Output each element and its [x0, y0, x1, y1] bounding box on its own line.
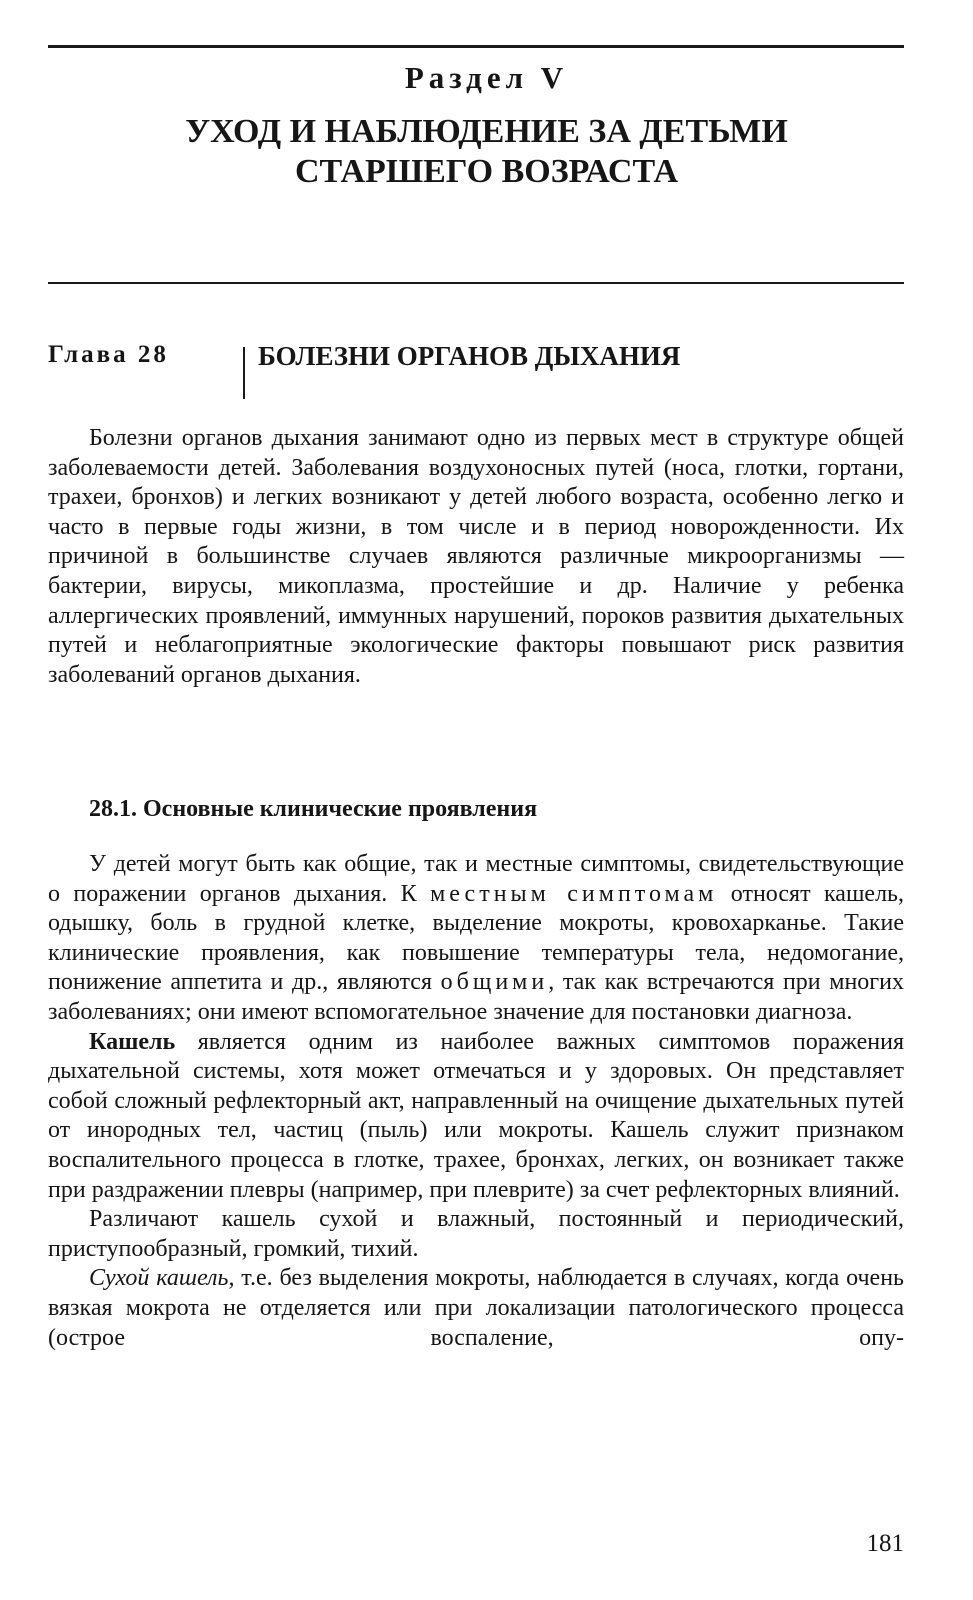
section-title-line-1: УХОД И НАБЛЮДЕНИЕ ЗА ДЕТЬМИ [185, 113, 788, 150]
term-cough: Кашель [89, 1028, 176, 1055]
section-divider-rule [48, 282, 904, 284]
p1-text-3: , так как встречаются при многих заболеваниях; они имеют вспомогательное значение для постановки диагноза. [48, 969, 904, 1025]
intro-paragraph: Болезни органов дыхания занимают одно из первых мест в структуре общей заболеваемости детей. Заболевания воздухоносных путей (носа, глотки, гортани, трахеи, бронхов) и легких возникают у детей любого возраста, особенно легко и часто в первые годы жизни, в том числе и в период новорожденности. Их причиной в большинстве случаев являются различные микроорганизмы — бактерии, вирусы, микоплазма, простейшие и др. Наличие у ребенка аллергических проявлений, иммунных нарушений, пороков развития дыхательных путей и неблагоприятные экологические факторы повышают риск развития заболеваний органов дыхания. [48, 425, 904, 688]
intro-text [48, 424, 904, 690]
chapter-title: БОЛЕЗНИ ОРГАНОВ ДЫХАНИЯ [258, 341, 681, 371]
section-title-line-2: СТАРШЕГО ВОЗРАСТА [294, 153, 679, 190]
body-text [48, 850, 904, 1353]
chapter-label: Глава 28 [48, 341, 169, 368]
section-title [0, 112, 973, 192]
paragraph-dry-cough [48, 1264, 904, 1353]
subsection-title: 28.1. Основные клинические проявления [89, 796, 538, 822]
p2-text: является одним из наиболее важных симптомов поражения дыхательной системы, хотя может отмечаться и у здоровых. Он представляет собой сложный рефлекторный акт, направленный на очищение дыхательных путей от инородных тел, частиц (пыль) или мокроты. Кашель служит признаком воспалительного процесса в глотке, трахее, бронхах, легких, он возникает также при раздражении плевры (например, при плеврите) за счет рефлекторных влияний. [48, 1028, 904, 1203]
spaced-term-general: общими [440, 969, 549, 996]
paragraph-cough [48, 1028, 904, 1206]
spaced-term-local-symptoms: местным симптомам [430, 880, 718, 907]
p1-text-1: У детей могут быть как общие, так и местные симптомы, свидетельствующие о поражении органов дыхания. К [48, 851, 904, 907]
term-dry-cough: Сухой кашель, [89, 1265, 235, 1292]
top-rule [48, 45, 904, 48]
p1-text-2: относят кашель, одышку, боль в грудной клетке, выделение мокроты, кровохарканье. Такие клинические проявления, как повышение температуры тела, недомогание, понижение аппетита и др., являются [48, 880, 905, 996]
paragraph-cough-types: Различают кашель сухой и влажный, постоянный и периодический, приступообразный, громкий, тихий. [48, 1206, 904, 1262]
chapter-separator-bar [243, 347, 245, 399]
section-label: Раздел V [404, 60, 569, 95]
p4-text: т.е. без выделения мокроты, наблюдается в случаях, когда очень вязкая мокрота не отделяется или при локализации патологического процесса (острое воспаление, опу- [48, 1265, 905, 1351]
page-number: 181 [866, 1530, 904, 1557]
paragraph-symptoms [48, 850, 904, 1028]
